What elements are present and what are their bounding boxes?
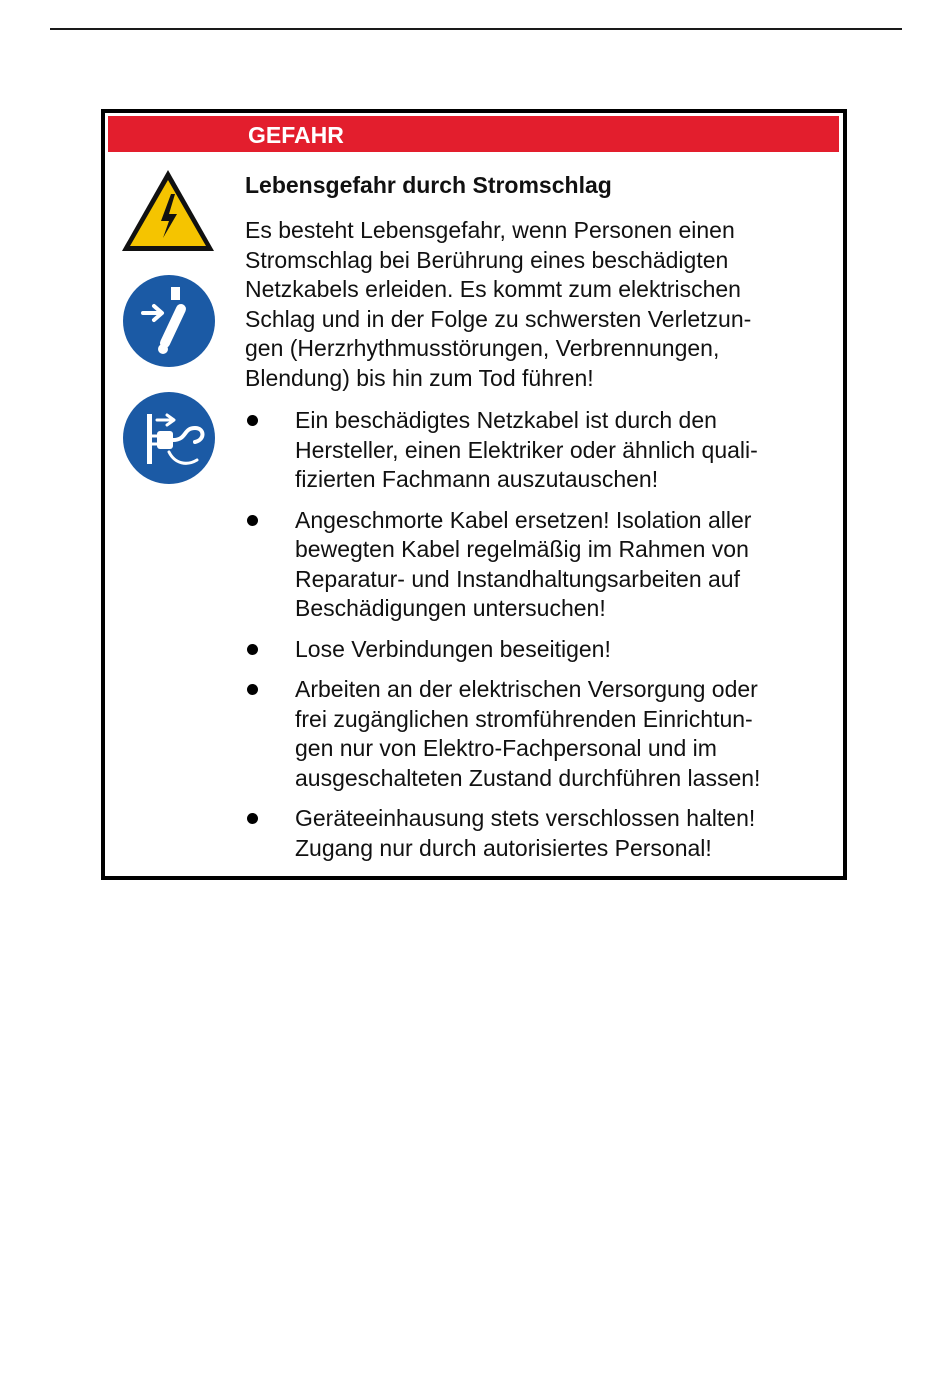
- bullet-icon: [247, 684, 258, 695]
- hazard-description: Es besteht Lebensgefahr, wenn Personen einen Stromschlag bei Berührung eines beschädigten Netzkabels erleiden. Es kommt zum elektrischen Schlag und in der Folge zu schwersten Verletzun- gen (Herzrhythmusstörungen, Verbrennungen, Blendung) bis hin zum Tod führen!: [245, 217, 752, 391]
- list-item: [245, 675, 825, 793]
- signal-word: GEFAHR: [248, 122, 344, 148]
- disconnect-before-work-icon: [121, 273, 217, 369]
- bullet-icon: [247, 644, 258, 655]
- list-item: [245, 804, 825, 863]
- notice-content: [245, 171, 825, 874]
- signal-word-bar: [108, 116, 839, 152]
- list-item-text: Ein beschädigtes Netzkabel ist durch den Hersteller, einen Elektriker oder ähnlich quali- fizierten Fachmann auszutauschen!: [295, 407, 758, 492]
- safety-measures-list: [245, 406, 825, 863]
- list-item-text: Arbeiten an der elektrischen Versorgung oder frei zugänglichen stromführenden Einrichtun- gen nur von Elektro-Fachpersonal und im ausgeschalteten Zustand durchführen lassen!: [295, 676, 761, 791]
- bullet-icon: [247, 415, 258, 426]
- bullet-icon: [247, 515, 258, 526]
- unplug-mains-icon: [121, 390, 217, 486]
- list-item-text: Geräteeinhausung stets verschlossen halten! Zugang nur durch autorisiertes Personal!: [295, 805, 756, 861]
- hazard-title: Lebensgefahr durch Stromschlag: [245, 172, 612, 198]
- danger-notice-box: [101, 109, 847, 880]
- list-item-text: Lose Verbindungen beseitigen!: [295, 635, 611, 662]
- list-item: [245, 406, 825, 495]
- list-item: [245, 635, 825, 665]
- list-item-text: Angeschmorte Kabel ersetzen! Isolation aller bewegten Kabel regelmäßig im Rahmen von Reparatur- und Instandhaltungsarbeiten auf Beschädigungen untersuchen!: [295, 506, 752, 621]
- list-item: [245, 506, 825, 624]
- page-header-rule: [50, 28, 902, 30]
- bullet-icon: [247, 813, 258, 824]
- electrical-hazard-warning-icon: [119, 167, 217, 255]
